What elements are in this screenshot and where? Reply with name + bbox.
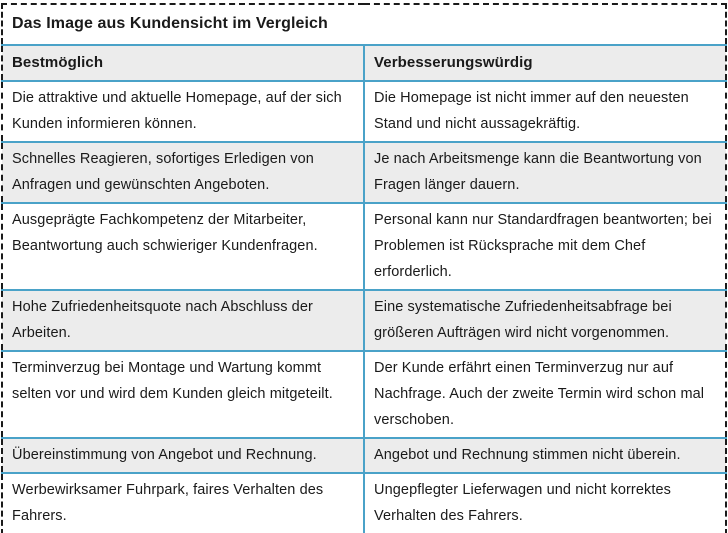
table-row <box>2 351 726 438</box>
improve-cell: Die Homepage ist nicht immer auf den neuesten Stand und nicht aussagekräftig. <box>364 81 726 142</box>
table-row <box>2 142 726 203</box>
best-cell: Die attraktive und aktuelle Homepage, auf der sich Kunden informieren können. <box>2 81 364 142</box>
image-comparison-table <box>1 3 727 533</box>
table-row <box>2 81 726 142</box>
best-cell: Terminverzug bei Montage und Wartung kommt selten vor und wird dem Kunden gleich mitgeteilt. <box>2 351 364 438</box>
best-cell: Werbewirksamer Fuhrpark, faires Verhalten des Fahrers. <box>2 473 364 533</box>
improve-cell: Der Kunde erfährt einen Terminverzug nur auf Nachfrage. Auch der zweite Termin wird schon mal verschoben. <box>364 351 726 438</box>
table-row <box>2 473 726 533</box>
best-cell: Ausgeprägte Fachkompetenz der Mitarbeiter, Beantwortung auch schwieriger Kundenfragen. <box>2 203 364 290</box>
best-cell: Hohe Zufriedenheitsquote nach Abschluss der Arbeiten. <box>2 290 364 351</box>
table-title: Das Image aus Kundensicht im Vergleich <box>2 4 726 45</box>
improve-cell: Eine systematische Zufriedenheitsabfrage bei größeren Aufträgen wird nicht vorgenommen. <box>364 290 726 351</box>
improve-cell: Ungepflegter Lieferwagen und nicht korrektes Verhalten des Fahrers. <box>364 473 726 533</box>
improve-cell: Personal kann nur Standardfragen beantworten; bei Problemen ist Rücksprache mit dem Chef erforderlich. <box>364 203 726 290</box>
best-cell: Übereinstimmung von Angebot und Rechnung. <box>2 438 364 473</box>
table-row <box>2 438 726 473</box>
best-cell: Schnelles Reagieren, sofortiges Erledigen von Anfragen und gewünschten Angeboten. <box>2 142 364 203</box>
table-title-row <box>2 4 726 45</box>
column-header-bestmoeglich: Bestmöglich <box>2 45 364 81</box>
improve-cell: Je nach Arbeitsmenge kann die Beantwortung von Fragen länger dauern. <box>364 142 726 203</box>
table-row <box>2 290 726 351</box>
improve-cell: Angebot und Rechnung stimmen nicht überein. <box>364 438 726 473</box>
table-header-row <box>2 45 726 81</box>
table-row <box>2 203 726 290</box>
column-header-verbesserungswuerdig: Verbesserungswürdig <box>364 45 726 81</box>
